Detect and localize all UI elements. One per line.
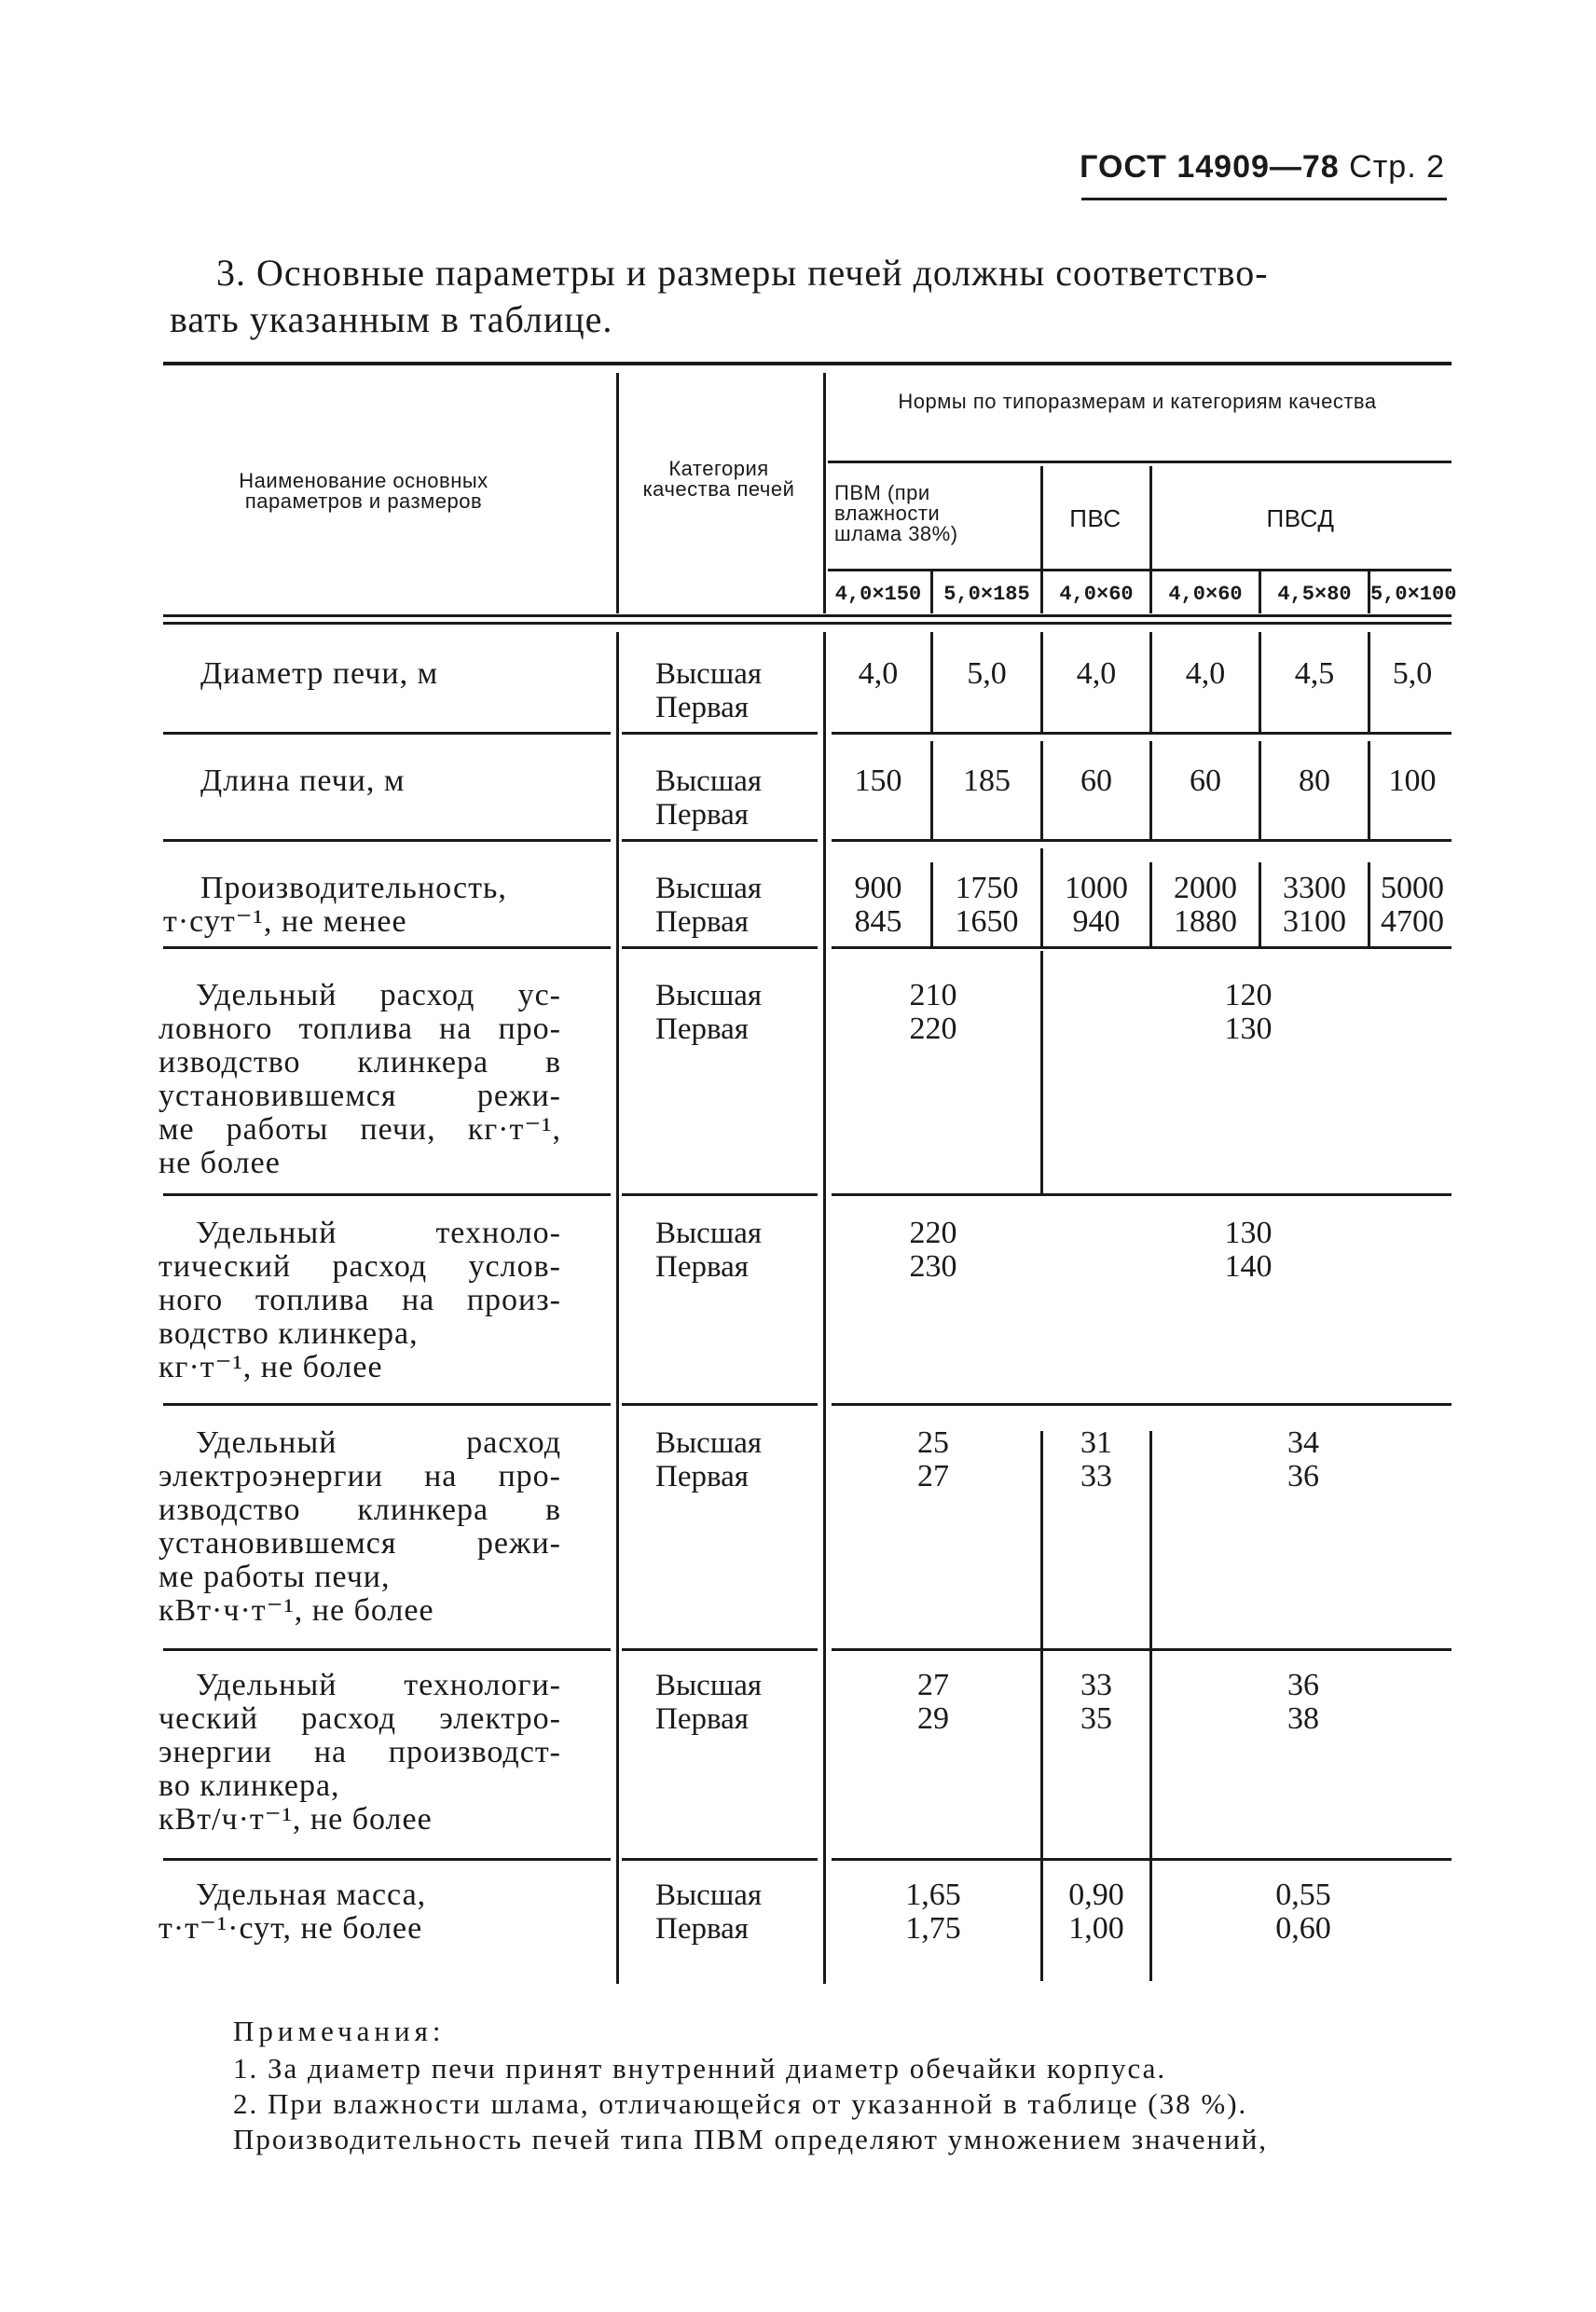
header-param-column: Наименование основных параметров и размеров — [239, 469, 488, 513]
table-cell: 5,0 — [1392, 656, 1433, 691]
row-name: Удельный расход электроэнергии на про- изводство клинкера в установившемся режи- ме работы печи, кВт·ч·т⁻¹, не более — [158, 1425, 561, 1628]
row-name: Удельный технологи- ческий расход электро- энергии на производст- во клинкера, кВт/ч·т⁻¹, не более — [158, 1668, 561, 1837]
table-cell: 3300 3100 — [1283, 871, 1346, 939]
table-cell: 5,0 — [967, 656, 1007, 691]
row-name: Производительность, т·сут⁻¹, не менее — [163, 871, 507, 939]
table-cell: 25 27 — [917, 1425, 949, 1493]
intro-line-2: вать указанным в таблице. — [170, 298, 613, 340]
table-cell: 4,5 — [1294, 656, 1335, 691]
table-cell: 34 36 — [1287, 1425, 1319, 1493]
table-cell: 130 140 — [1224, 1216, 1273, 1284]
table-cell: 60 — [1080, 764, 1112, 798]
page-number: Стр. 2 — [1349, 149, 1445, 185]
table-cell: 1,65 1,75 — [905, 1878, 961, 1946]
table-cell: 0,90 1,00 — [1068, 1878, 1124, 1946]
table-cell: 4,0 — [1185, 656, 1226, 691]
size-label: 5,0×185 — [943, 583, 1030, 606]
notes-title: Примечания: — [233, 2015, 446, 2047]
table-cell: 900 845 — [854, 871, 902, 939]
size-label: 4,0×150 — [834, 583, 922, 606]
header-norms-title: Нормы по типоразмерам и категориям качества — [898, 390, 1377, 413]
table-cell: 4,0 — [1076, 656, 1117, 691]
row-name: Длина печи, м — [200, 764, 406, 798]
size-label: 5,0×100 — [1370, 583, 1457, 606]
table-cell: 220 230 — [909, 1216, 957, 1284]
table-cell: 120 130 — [1224, 978, 1273, 1046]
row-category: Высшая Первая — [655, 1878, 763, 1946]
table-cell: 100 — [1388, 764, 1437, 798]
table-cell: 185 — [963, 764, 1011, 798]
table-cell: 80 — [1299, 764, 1330, 798]
row-category: Высшая Первая — [655, 979, 763, 1046]
header-group-pvs: ПВС — [1069, 504, 1121, 532]
table-cell: 5000 4700 — [1381, 871, 1444, 939]
table-cell: 36 38 — [1287, 1668, 1319, 1736]
page-header — [1072, 149, 1445, 186]
size-label: 4,5×80 — [1277, 583, 1352, 606]
row-name: Диаметр печи, м — [200, 656, 439, 691]
table-cell: 31 33 — [1080, 1425, 1112, 1493]
header-category-column: Категория качества печей — [642, 457, 795, 501]
standard-number: ГОСТ 14909—78 — [1080, 149, 1340, 185]
table-cell: 27 29 — [917, 1668, 949, 1736]
size-label: 4,0×60 — [1059, 583, 1134, 606]
row-name: Удельный расход ус- ловного топлива на про- изводство клинкера в установившемся режи- ме работы печи, кг·т⁻¹, не более — [158, 978, 561, 1180]
note-item: 1. За диаметр печи принят внутренний диаметр обечайки корпуса. — [233, 2052, 1167, 2085]
table-cell: 150 — [854, 764, 902, 798]
table-cell: 1000 940 — [1065, 871, 1128, 939]
table-cell: 4,0 — [858, 656, 899, 691]
row-name: Удельная масса, т·т⁻¹·сут, не более — [158, 1878, 427, 1946]
table-cell: 60 — [1190, 764, 1221, 798]
row-category: Высшая Первая — [655, 657, 763, 724]
table-cell: 210 220 — [909, 978, 957, 1046]
header-group-pvm: ПВМ (при влажности шлама 38%) — [834, 481, 958, 545]
row-category: Высшая Первая — [655, 1217, 763, 1284]
note-item: 2. При влажности шлама, отличающейся от указанной в таблице (38 %). — [233, 2087, 1248, 2120]
table-cell: 33 35 — [1080, 1668, 1112, 1736]
size-label: 4,0×60 — [1168, 583, 1243, 606]
row-category: Высшая Первая — [655, 764, 763, 832]
row-name: Удельный техноло- тический расход услов- ного топлива на произ- водство клинкера, кг·т⁻¹, не более — [158, 1216, 561, 1384]
header-group-pvsd: ПВСД — [1266, 504, 1335, 532]
header-rule — [1081, 198, 1447, 200]
row-category: Высшая Первая — [655, 872, 763, 939]
intro-line-1: 3. Основные параметры и размеры печей должны соответство- — [216, 252, 1269, 294]
table-cell: 0,55 0,60 — [1275, 1878, 1331, 1946]
table-cell: 1750 1650 — [955, 871, 1019, 939]
note-item: Производительность печей типа ПВМ определяют умножением значений, — [233, 2123, 1269, 2155]
row-category: Высшая Первая — [655, 1426, 763, 1493]
table-cell: 2000 1880 — [1174, 871, 1237, 939]
row-category: Высшая Первая — [655, 1669, 763, 1736]
